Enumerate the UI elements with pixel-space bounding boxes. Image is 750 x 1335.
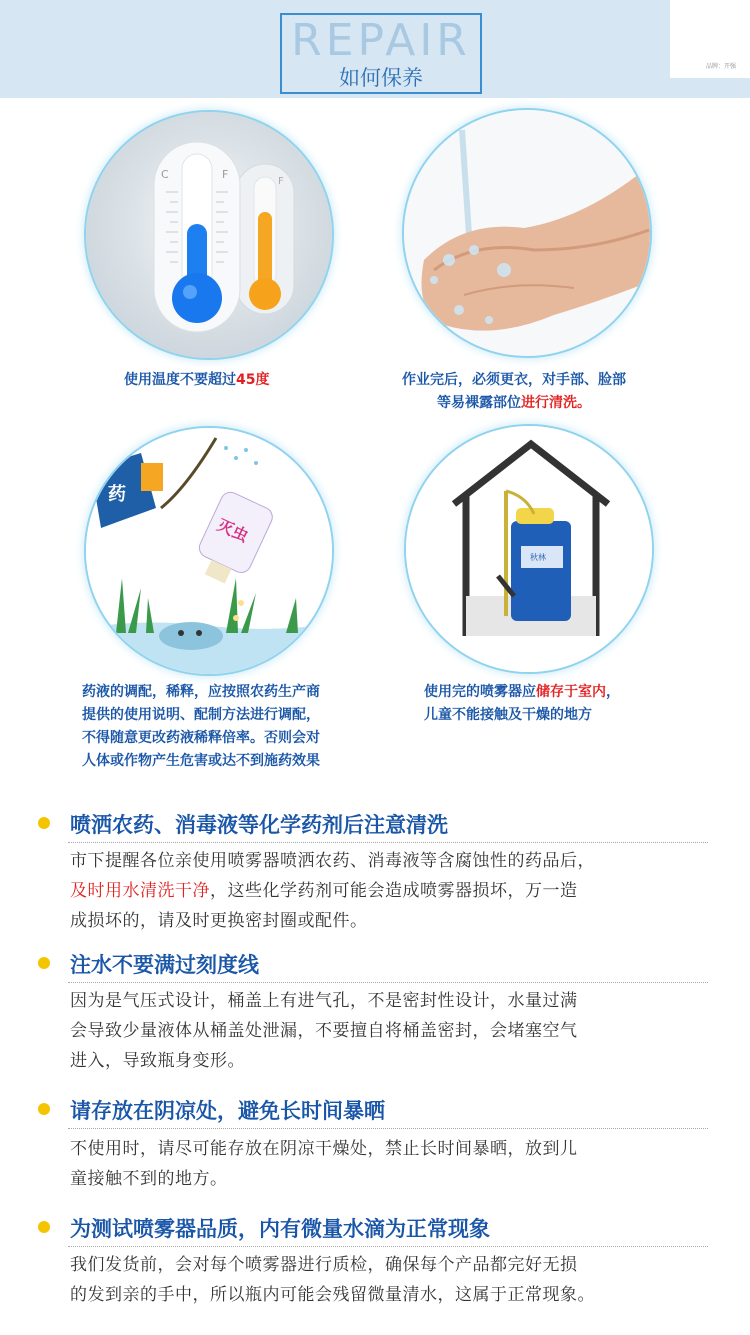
tip-storage-line2: 儿童不能接触及干燥的地方 <box>424 707 592 723</box>
tip-storage-comma: ， <box>606 684 620 700</box>
section-water-line2: 会导致少量液体从桶盖处泄漏，不要擅自将桶盖密封，会堵塞空气 <box>70 1021 578 1041</box>
section-quality-body <box>70 1250 710 1310</box>
tip-storage-caption <box>424 681 620 727</box>
section-bullet <box>38 957 50 969</box>
section-shade-line1: 不使用时，请尽可能存放在阴凉干燥处，禁止长时间暴晒，放到儿 <box>70 1139 578 1159</box>
tip-storage-highlight: 储存于室内 <box>536 684 606 700</box>
page-title-zh: 如何保养 <box>339 66 423 90</box>
pesticide-icon <box>86 428 334 676</box>
section-divider <box>68 1128 708 1129</box>
storage-illustration <box>404 424 654 674</box>
section-shade-line2: 童接触不到的地方。 <box>70 1169 228 1189</box>
section-quality-title: 为测试喷雾器品质，内有微量水滴为正常现象 <box>70 1217 490 1241</box>
section-clean-line1: 市下提醒各位亲使用喷雾器喷洒农药、消毒液等含腐蚀性的药品后， <box>70 851 595 871</box>
section-quality-line2: 的发到亲的手中，所以瓶内可能会残留微量清水，这属于正常现象。 <box>70 1285 595 1305</box>
tip-dilution-line2: 提供的使用说明、配制方法进行调配， <box>82 707 320 723</box>
tip-dilution-line1: 药液的调配，稀释，应按照农药生产商 <box>82 684 320 700</box>
section-water-line3: 进入，导致瓶身变形。 <box>70 1051 245 1071</box>
sprayer-in-house-icon <box>406 426 654 674</box>
hand-washing-illustration <box>402 108 652 358</box>
svg-text:F: F <box>278 176 284 187</box>
tip-wash-line1: 作业完后，必须更衣，对手部、脸部 <box>402 372 626 388</box>
section-clean-body <box>70 846 710 936</box>
tip-wash-highlight: 进行清洗。 <box>521 395 591 411</box>
section-clean-line3: 成损坏的，请及时更换密封圈或配件。 <box>70 911 368 931</box>
section-clean-line2: ，这些化学药剂可能会造成喷雾器损坏，万一造 <box>210 881 578 901</box>
section-bullet <box>38 817 50 829</box>
tip-dilution-line4: 人体或作物产生危害或达不到施药效果 <box>82 753 320 769</box>
tip-dilution-caption <box>82 681 320 773</box>
page-title-en: REPAIR <box>291 15 471 66</box>
section-clean-highlight: 及时用水清洗干净 <box>70 881 210 901</box>
thermometer-illustration <box>84 110 334 360</box>
section-clean-title: 喷洒农药、消毒液等化学药剂后注意清洗 <box>70 813 448 837</box>
section-water-body <box>70 986 710 1076</box>
svg-text:F: F <box>222 168 229 181</box>
sprayer-label: 秋林 <box>530 553 546 562</box>
section-shade-body <box>70 1134 710 1194</box>
tip-dilution-line3: 不得随意更改药液稀释倍率。否则会对 <box>82 730 320 746</box>
section-bullet <box>38 1103 50 1115</box>
tip-wash-line2: 等易裸露部位 <box>437 395 521 411</box>
brand-tag <box>670 0 750 78</box>
brand-tag-text: 品牌：开强 <box>705 63 736 70</box>
section-bullet <box>38 1221 50 1233</box>
section-divider <box>68 1246 708 1247</box>
tip-storage-line1: 使用完的喷雾器应 <box>424 684 536 700</box>
svg-text:C: C <box>161 168 169 181</box>
hand-washing-icon <box>404 110 652 358</box>
thermometer-icon <box>86 112 334 360</box>
section-divider <box>68 842 708 843</box>
section-water-title: 注水不要满过刻度线 <box>70 953 259 977</box>
section-water-line1: 因为是气压式设计，桶盖上有进气孔，不是密封性设计，水量过满 <box>70 991 578 1011</box>
tip-wash-caption <box>378 369 650 415</box>
pesticide-bottle-label: 灭虫 <box>214 515 252 546</box>
tip-temperature-text: 使用温度不要超过 <box>124 372 236 388</box>
section-quality-line1: 我们发货前，会对每个喷雾器进行质检，确保每个产品都完好无损 <box>70 1255 578 1275</box>
tip-temperature-limit: 45度 <box>236 372 270 388</box>
pesticide-bag-label: 药 <box>108 484 126 505</box>
section-divider <box>68 982 708 983</box>
tip-temperature-caption <box>124 369 269 392</box>
pesticide-illustration <box>84 426 334 676</box>
page-title-box <box>280 13 482 94</box>
section-shade-title: 请存放在阴凉处，避免长时间暴晒 <box>70 1099 385 1123</box>
